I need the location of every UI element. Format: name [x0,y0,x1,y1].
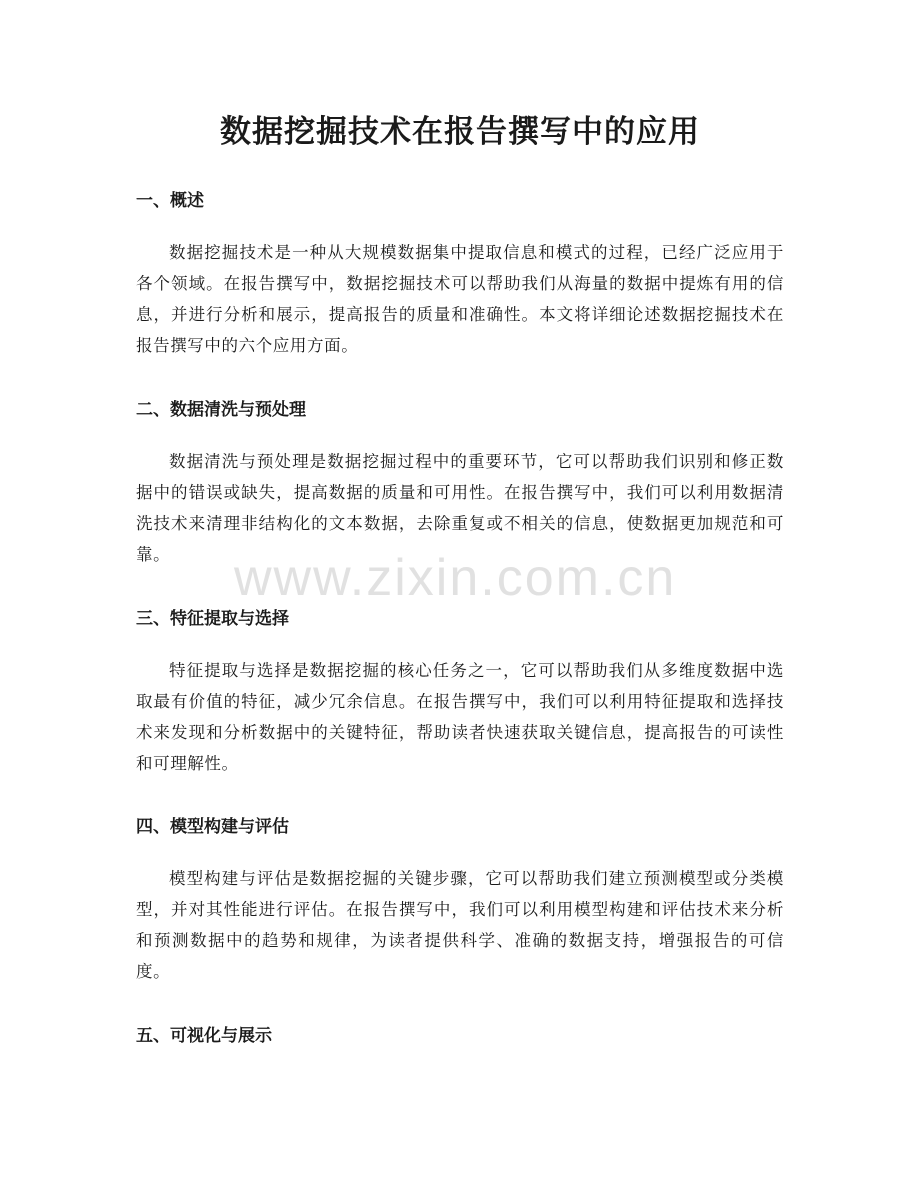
section-heading: 三、特征提取与选择 [136,609,289,629]
section-heading: 一、概述 [136,191,204,211]
section-paragraph: 特征提取与选择是数据挖掘的核心任务之一，它可以帮助我们从多维度数据中选取最有价值的特征，减少冗余信息。在报告撰写中，我们可以利用特征提取和选择技术来发现和分析数据中的关键特征，帮助读者快速获取关键信息，提高报告的可读性和可理解性。 [136,661,784,773]
section-data-cleaning [136,397,784,570]
section-visualization [136,1023,784,1049]
section-model-building [136,814,784,987]
section-heading: 五、可视化与展示 [136,1026,272,1046]
document-title: 数据挖掘技术在报告撰写中的应用 [220,114,700,150]
watermark: www.zixin.com.cn [234,549,677,607]
section-heading: 四、模型构建与评估 [136,817,289,837]
section-overview [136,188,784,361]
section-paragraph: 数据挖掘技术是一种从大规模数据集中提取信息和模式的过程，已经广泛应用于各个领域。在报告撰写中，数据挖掘技术可以帮助我们从海量的数据中提炼有用的信息，并进行分析和展示，提高报告的质量和准确性。本文将详细论述数据挖掘技术在报告撰写中的六个应用方面。 [136,243,784,355]
section-paragraph: 模型构建与评估是数据挖掘的关键步骤，它可以帮助我们建立预测模型或分类模型，并对其性能进行评估。在报告撰写中，我们可以利用模型构建和评估技术来分析和预测数据中的趋势和规律，为读者提供科学、准确的数据支持，增强报告的可信度。 [136,869,784,981]
section-paragraph: 数据清洗与预处理是数据挖掘过程中的重要环节，它可以帮助我们识别和修正数据中的错误或缺失，提高数据的质量和可用性。在报告撰写中，我们可以利用数据清洗技术来清理非结构化的文本数据，去除重复或不相关的信息，使数据更加规范和可靠。 [136,452,784,564]
section-heading: 二、数据清洗与预处理 [136,400,306,420]
section-feature-extraction [136,606,784,779]
